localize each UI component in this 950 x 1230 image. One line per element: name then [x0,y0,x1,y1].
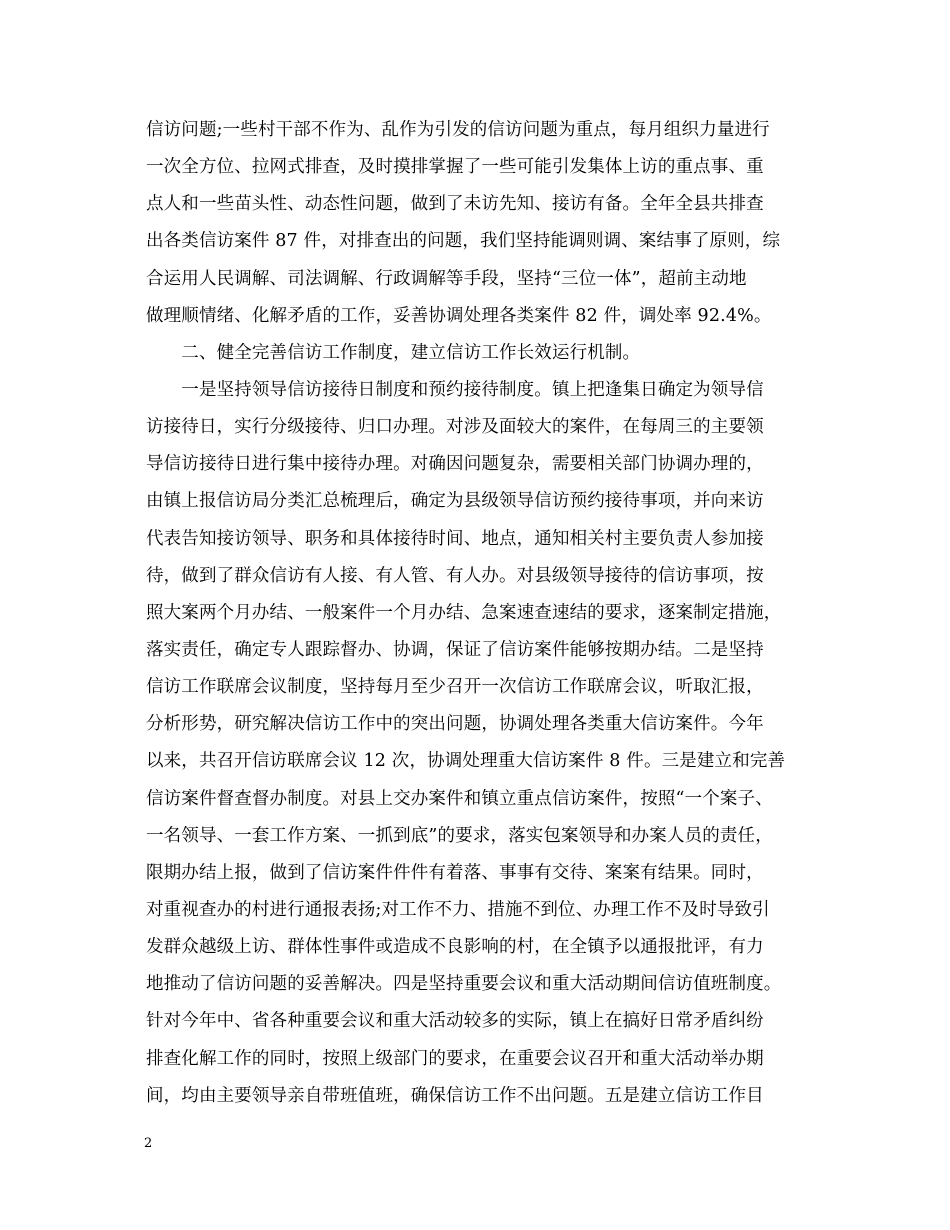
text-line: 出各类信访案件 87 件，对排查出的问题，我们坚持能调则调、案结事了原则，综 [146,231,781,252]
text-line: 一名领导、一套工作方案、一抓到底”的要求，落实包案领导和办案人员的责任， [146,825,773,846]
text-line: 地推动了信访问题的妥善解决。四是坚持重要会议和重大活动期间信访值班制度。 [146,974,782,995]
text-line: 导信访接待日进行集中接待办理。对确因问题复杂，需要相关部门协调办理的， [146,454,764,475]
text-line: 点人和一些苗头性、动态性问题，做到了未访先知、接访有备。全年全县共排查 [146,194,764,215]
text-line: 信访工作联席会议制度，坚持每月至少召开一次信访工作联席会议，听取汇报， [146,677,764,698]
text-line: 照大案两个月办结、一般案件一个月办结、急案速查速结的要求，逐案制定措施， [146,602,782,623]
text-line: 信访案件督查督办制度。对县上交办案件和镇立重点信访案件，按照“一个案子、 [146,788,773,809]
text-line: 排查化解工作的同时，按照上级部门的要求，在重要会议召开和重大活动举办期 [146,1048,764,1069]
text-line: 由镇上报信访局分类汇总梳理后，确定为县级领导信访预约接待事项，并向来访 [146,491,764,512]
text-line: 以来，共召开信访联席会议 12 次，协调处理重大信访案件 8 件。三是建立和完善 [146,751,786,772]
text-line: 信访问题;一些村干部不作为、乱作为引发的信访问题为重点，每月组织力量进行 [146,120,770,140]
body-text [146,112,806,1115]
text-line: 做理顺情绪、化解矛盾的工作，妥善协调处理各类案件 82 件，调处率 92.4%。 [146,305,772,326]
text-line: 落实责任，确定专人跟踪督办、协调，保证了信访案件能够按期办结。二是坚持 [146,639,764,660]
text-line: 对重视查办的村进行通报表扬;对工作不力、措施不到位、办理工作不及时导致引 [146,899,770,920]
text-line: 分析形势，研究解决信访工作中的突出问题，协调处理各类重大信访案件。今年 [146,714,764,735]
text-line: 间，均由主要领导亲自带班值班，确保信访工作不出问题。五是建立信访工作目 [146,1085,764,1106]
text-line: 限期办结上报，做到了信访案件件件有着落、事事有交待、案案有结果。同时， [146,862,764,883]
text-line: 二、健全完善信访工作制度，建立信访工作长效运行机制。 [146,342,641,363]
text-line: 代表告知接访领导、职务和具体接待时间、地点，通知相关村主要负责人参加接 [146,528,764,549]
text-line: 合运用人民调解、司法调解、行政调解等手段，坚持“三位一体”，超前主动地 [146,268,747,289]
text-line: 针对今年中、省各种重要会议和重大活动较多的实际，镇上在搞好日常矛盾纠纷 [146,1011,764,1032]
text-line: 一次全方位、拉网式排查，及时摸排掌握了一些可能引发集体上访的重点事、重 [146,157,764,178]
text-line: 一是坚持领导信访接待日制度和预约接待制度。镇上把逢集日确定为领导信 [146,379,764,400]
text-line: 访接待日，实行分级接待、归口办理。对涉及面较大的案件，在每周三的主要领 [146,417,764,438]
page-number: 2 [144,1136,153,1151]
text-line: 待，做到了群众信访有人接、有人管、有人办。对县级领导接待的信访事项，按 [146,565,764,586]
text-line: 发群众越级上访、群体性事件或造成不良影响的村，在全镇予以通报批评，有力 [146,937,764,958]
